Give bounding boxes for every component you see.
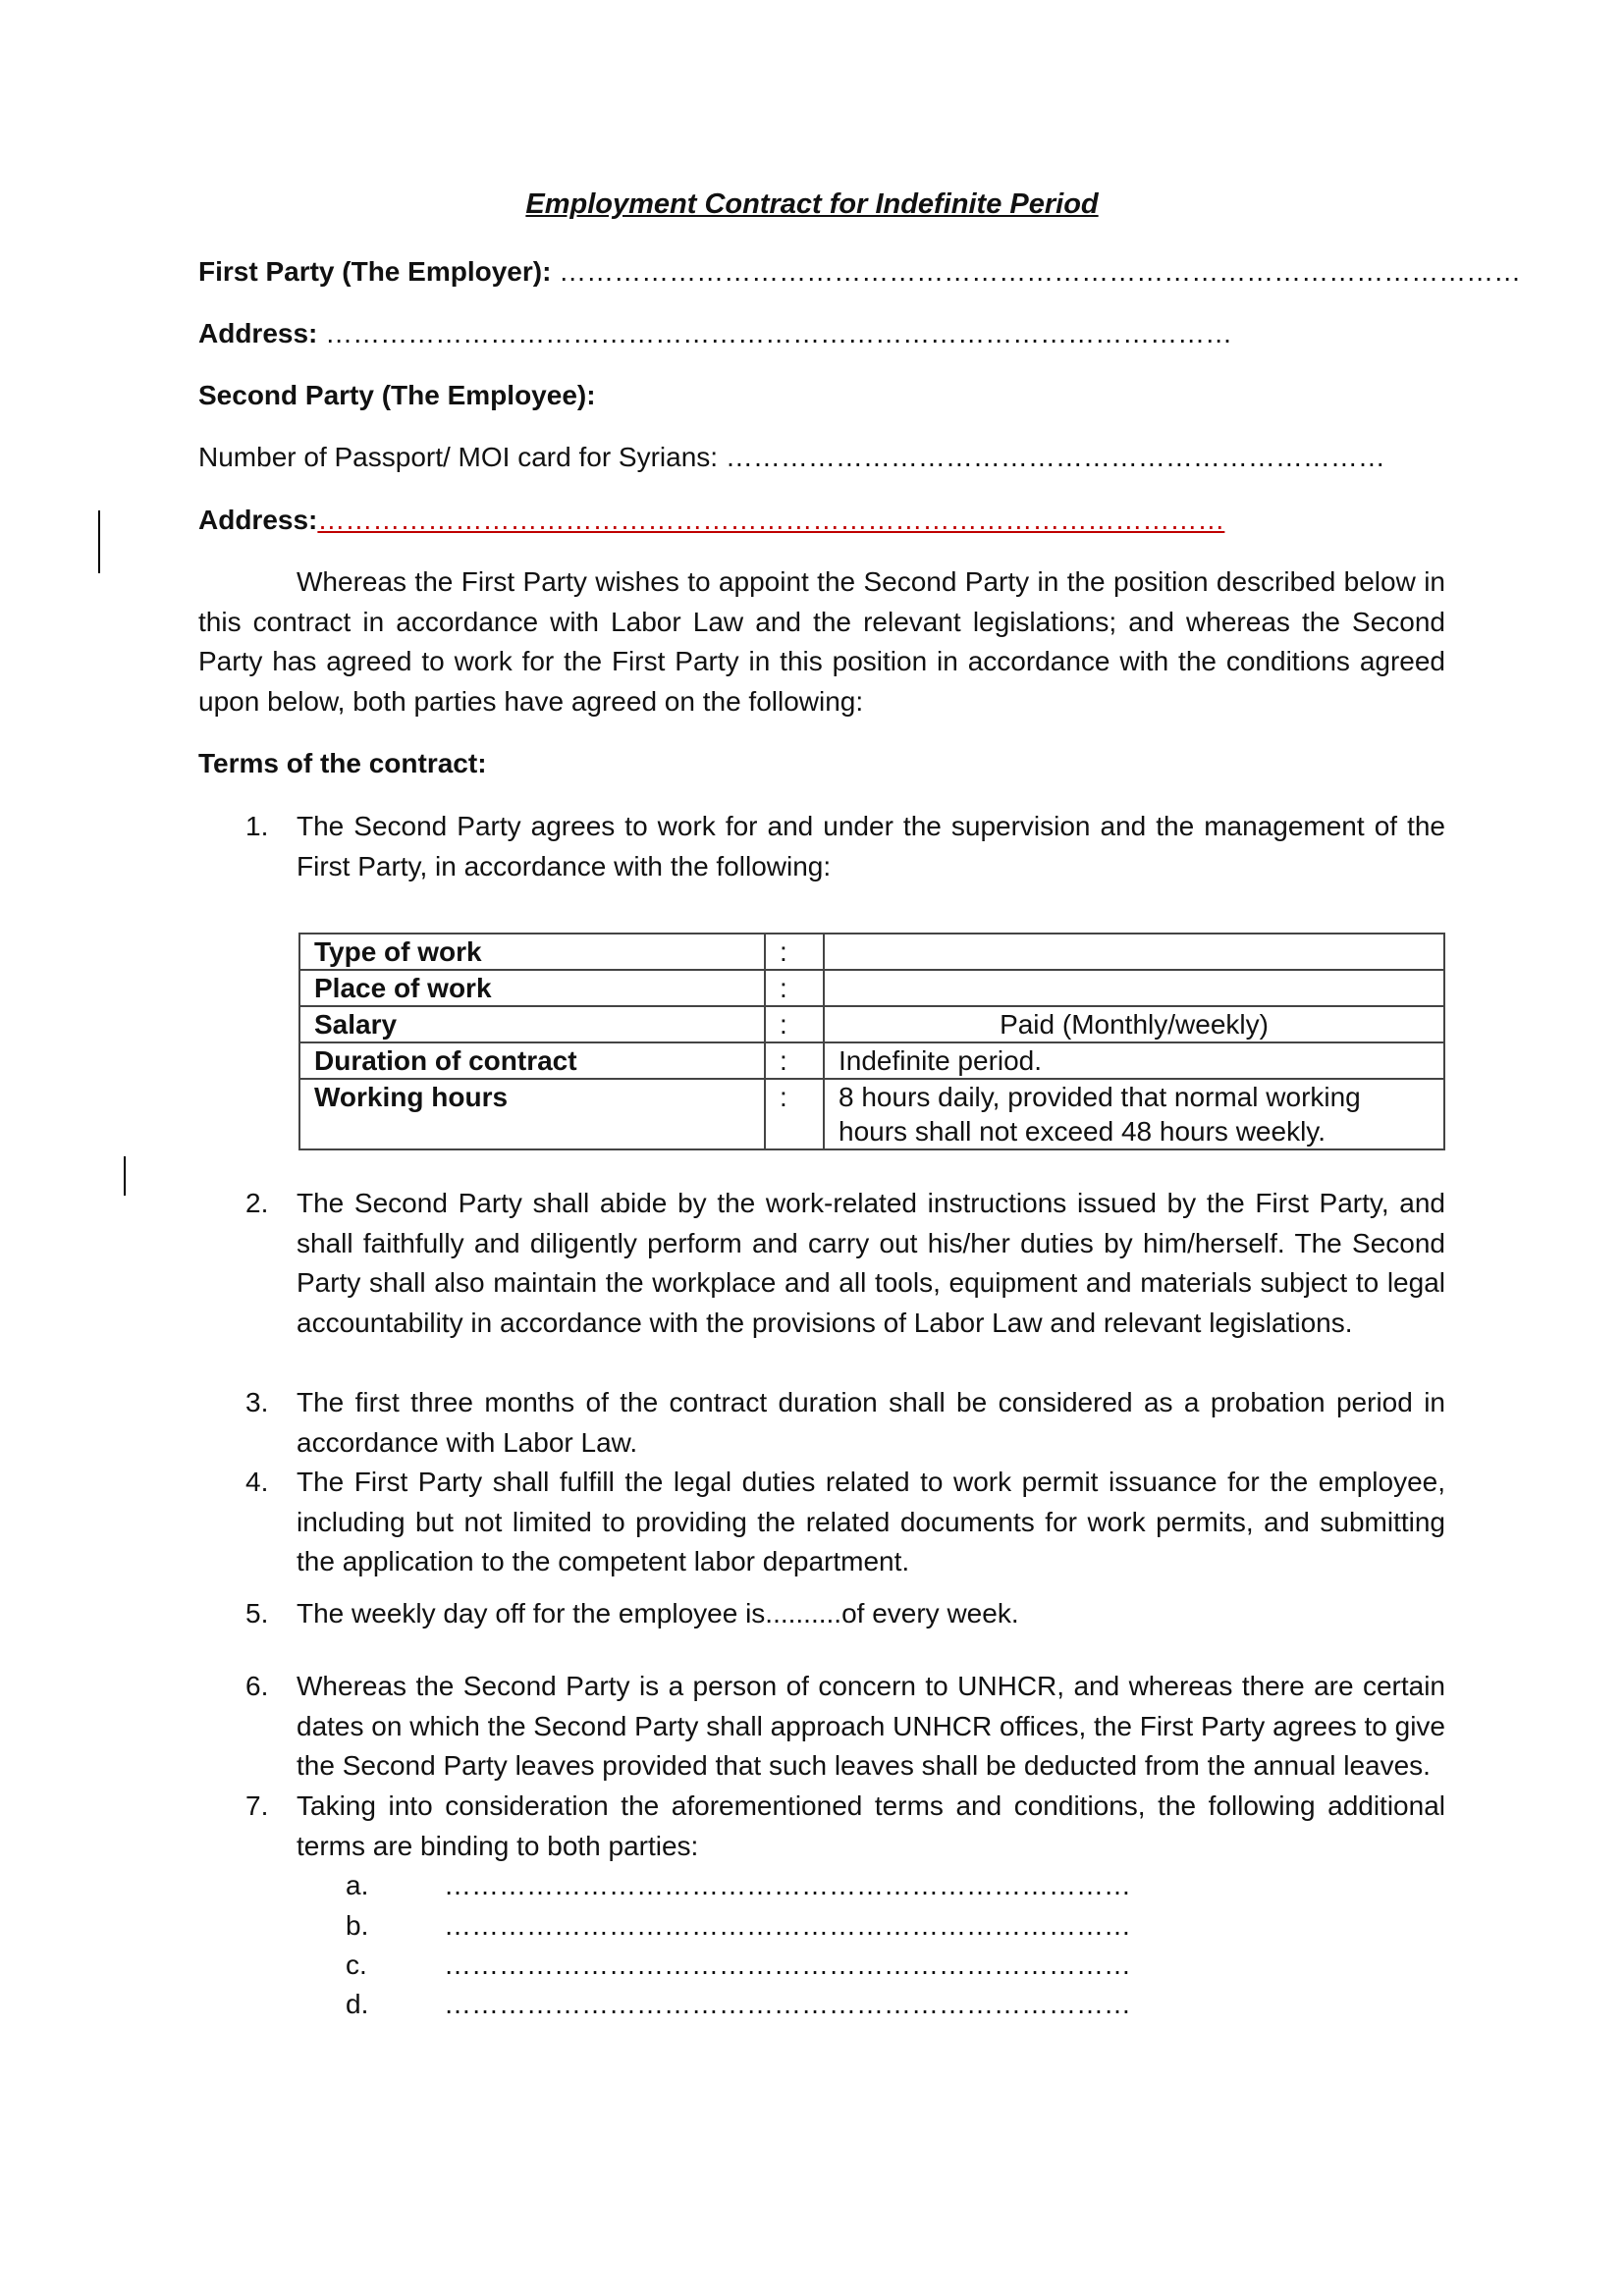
sub-item-blank[interactable]: …………………………………………………………………	[444, 1870, 1131, 1900]
intro-paragraph: Whereas the First Party wishes to appoint the Second Party in the position described below in this contract in accordance with Labor Law and the relevant legislations; and whereas the Second Party has agreed to work for the First Party in this position in accordance with the conditions agreed upon below, both parties have agreed on the following:	[198, 566, 1445, 717]
list-item	[245, 1463, 1445, 1582]
table-colon: :	[765, 934, 824, 970]
table-label: Duration of contract	[299, 1042, 765, 1079]
address-label-1: Address:	[198, 318, 318, 348]
table-value[interactable]: Paid (Monthly/weekly)	[824, 1006, 1444, 1042]
list-item	[245, 1787, 1445, 1866]
list-item-text: The Second Party shall abide by the work-related instructions issued by the First Party, and shall faithfully and diligently perform and carry out his/her duties by him/herself. The Second Party shall also maintain the workplace and all tools, equipment and materials subject to legal accountability in accordance with the provisions of Labor Law and relevant legislations.	[297, 1188, 1445, 1338]
list-item-number: 7.	[245, 1790, 269, 1821]
list-item	[245, 1184, 1445, 1343]
list-item-text: The first three months of the contract duration shall be considered as a probation period in accordance with Labor Law.	[297, 1387, 1445, 1458]
sub-item-blank[interactable]: …………………………………………………………………	[444, 1910, 1131, 1941]
table-value[interactable]: Indefinite period.	[824, 1042, 1444, 1079]
sub-item-label: b.	[346, 1910, 369, 1941]
sub-item-blank[interactable]: …………………………………………………………………	[444, 1989, 1131, 2019]
table-colon: :	[765, 1042, 824, 1079]
address-line-2	[198, 505, 1224, 536]
address-blank-2[interactable]: ………………………………………………………………………………………	[317, 505, 1225, 535]
sub-item-blank[interactable]: …………………………………………………………………	[444, 1949, 1131, 1980]
table-colon: :	[765, 1079, 824, 1149]
table-row	[299, 1006, 1444, 1042]
list-item-text: Whereas the Second Party is a person of concern to UNHCR, and whereas there are certain dates on which the Second Party shall approach UNHCR offices, the First Party agrees to give the Second Party leaves provided that such leaves shall be deducted from the annual leaves.	[297, 1671, 1445, 1781]
list-item-number: 4.	[245, 1467, 269, 1497]
table-value[interactable]: 8 hours daily, provided that normal working hours shall not exceed 48 hours weekly.	[824, 1079, 1444, 1149]
sub-item-label: d.	[346, 1989, 369, 2019]
table-label: Salary	[299, 1006, 765, 1042]
sub-item	[346, 1985, 1131, 2025]
table-colon: :	[765, 970, 824, 1006]
first-party-label: First Party (The Employer):	[198, 256, 552, 287]
list-item	[245, 1667, 1445, 1787]
passport-line: Number of Passport/ MOI card for Syrians: ………………………………………………………………	[198, 442, 1385, 472]
table-value[interactable]	[824, 934, 1444, 970]
list-item-text: The First Party shall fulfill the legal duties related to work permit issuance for the employee, including but not limited to providing the related documents for work permits, and submitting the application to the competent labor department.	[297, 1467, 1445, 1576]
list-item	[245, 807, 1445, 886]
table-label: Working hours	[299, 1079, 765, 1149]
table-row	[299, 1042, 1444, 1079]
sub-item-label: a.	[346, 1870, 369, 1900]
table-label: Type of work	[299, 934, 765, 970]
table-colon: :	[765, 1006, 824, 1042]
terms-heading: Terms of the contract:	[198, 748, 487, 778]
list-item	[245, 1383, 1445, 1463]
table-label: Place of work	[299, 970, 765, 1006]
list-item-number: 2.	[245, 1188, 269, 1218]
address-line-1	[198, 318, 1232, 349]
sub-item	[346, 1946, 1131, 1986]
list-item	[245, 1594, 1445, 1634]
sub-item	[346, 1906, 1131, 1947]
sub-item-label: c.	[346, 1949, 367, 1980]
list-item-number: 6.	[245, 1671, 269, 1701]
sub-item	[346, 1866, 1131, 1906]
list-item-number: 5.	[245, 1598, 269, 1629]
second-party-label: Second Party (The Employee):	[198, 380, 596, 410]
table-row	[299, 1079, 1444, 1149]
table-value[interactable]	[824, 970, 1444, 1006]
terms-table	[298, 933, 1445, 1150]
address-blank-1[interactable]: ………………………………………………………………………………………	[317, 318, 1233, 348]
text-cursor	[98, 510, 100, 573]
text-cursor	[124, 1156, 126, 1196]
list-item-text: The weekly day off for the employee is..........of every week.	[297, 1598, 1019, 1629]
list-item-number: 3.	[245, 1387, 269, 1417]
list-item-text: The Second Party agrees to work for and under the supervision and the management of the First Party, in accordance with the following:	[297, 811, 1445, 881]
table-row	[299, 970, 1444, 1006]
first-party-blank[interactable]: ……………………………………………………………………………………………	[551, 256, 1522, 287]
first-party-line	[198, 256, 1521, 288]
document-title: Employment Contract for Indefinite Period	[525, 188, 1099, 220]
list-item-number: 1.	[245, 811, 269, 841]
address-label-2: Address:	[198, 505, 318, 535]
table-row	[299, 934, 1444, 970]
list-item-text: Taking into consideration the aforementioned terms and conditions, the following additional terms are binding to both parties:	[297, 1790, 1445, 1861]
